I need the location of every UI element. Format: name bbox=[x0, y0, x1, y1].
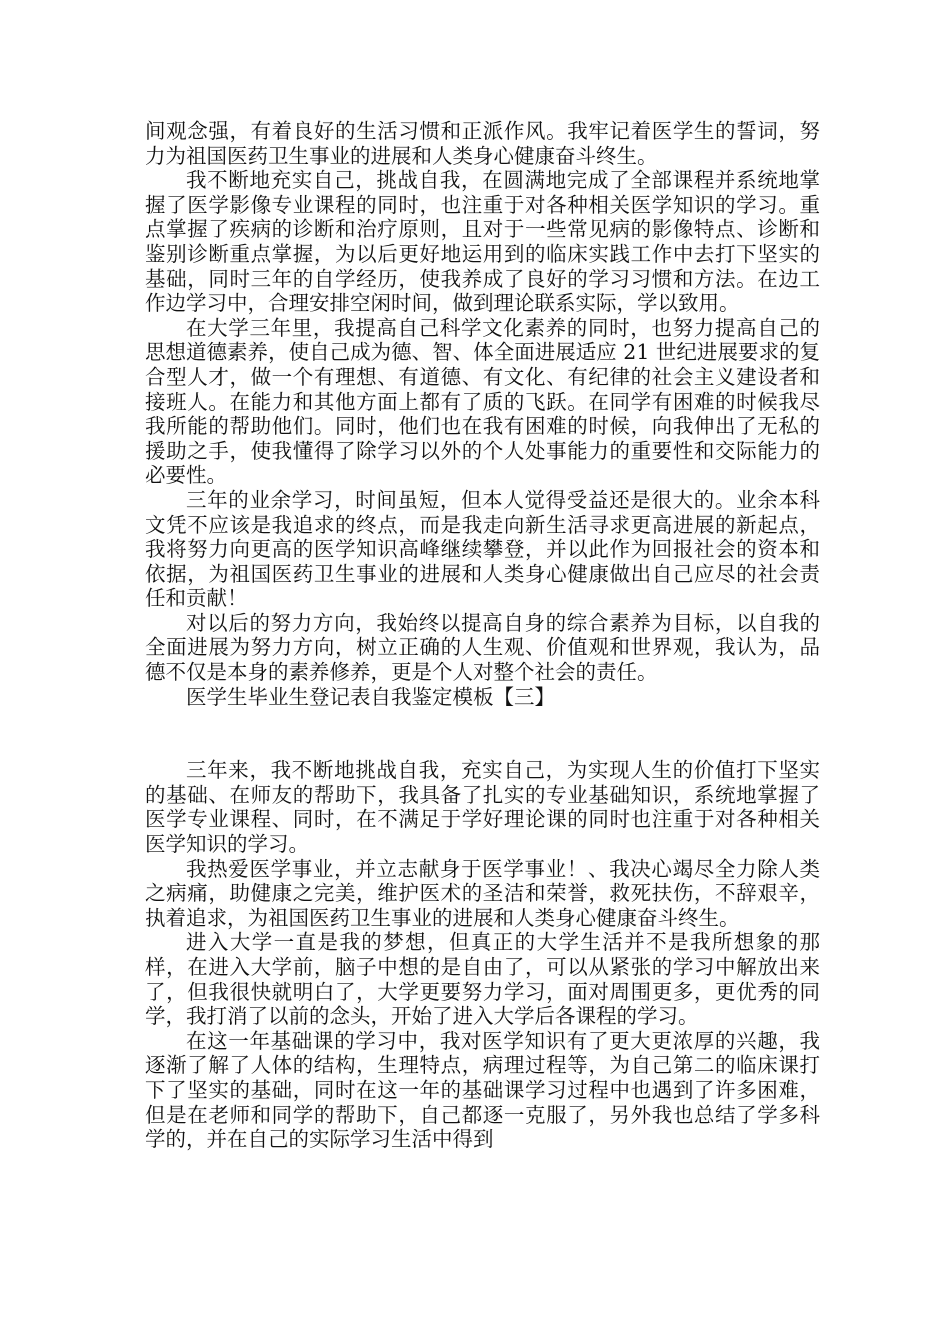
paragraph: 在这一年基础课的学习中，我对医学知识有了更大更浓厚的兴趣，我逐渐了解了人体的结构，生理特点，病理过程等，为自己第二的临床课打下了坚实的基础，同时在这一年的基础课学习过程中也遇到了许多困难，但是在老师和同学的帮助下，自己都逐一克服了，另外我也总结了学多科学的，并在自己的实际学习生活中得到 bbox=[145, 1028, 820, 1152]
paragraph: 我热爱医学事业，并立志献身于医学事业！、我决心竭尽全力除人类之病痛，助健康之完美，维护医术的圣洁和荣誉，救死扶伤，不辞艰辛，执着追求，为祖国医药卫生事业的进展和人类身心健康奋斗终生。 bbox=[145, 856, 820, 930]
document-body bbox=[145, 119, 820, 1152]
section-heading: 医学生毕业生登记表自我鉴定模板【三】 bbox=[186, 684, 555, 709]
paragraph: 进入大学一直是我的梦想，但真正的大学生活并不是我所想象的那样，在进入大学前，脑子中想的是自由了，可以从紧张的学习中解放出来了，但我很快就明白了，大学更要努力学习，面对周围更多，更优秀的同学，我打消了以前的念头，开始了进入大学后各课程的学习。 bbox=[145, 930, 820, 1029]
paragraph: 三年来，我不断地挑战自我，充实自己，为实现人生的价值打下坚实的基础、在师友的帮助下，我具备了扎实的专业基础知识，系统地掌握了医学专业课程、同时，在不满足于学好理论课的同时也注重于对各种相关医学知识的学习。 bbox=[145, 758, 820, 857]
paragraph: 对以后的努力方向，我始终以提高自身的综合素养为目标，以自我的全面进展为努力方向，树立正确的人生观、价值观和世界观，我认为，品德不仅是本身的素养修养，更是个人对整个社会的责任。 bbox=[145, 610, 820, 685]
blank-line bbox=[145, 709, 820, 758]
paragraph: 在大学三年里，我提高自己科学文化素养的同时，也努力提高自己的思想道德素养，使自己成为德、智、体全面进展适应 21 世纪进展要求的复合型人才，做一个有理想、有道德、有文化、有纪律的社会主义建设者和接班人。在能力和其他方面上都有了质的飞跃。在同学有困难的时候我尽我所能的帮助他们。同时，他们也在我有困难的时候，向我伸出了无私的援助之手，使我懂得了除学习以外的个人处事能力的重要性和交际能力的必要性。 bbox=[145, 315, 820, 488]
paragraph-continued: 间观念强，有着良好的生活习惯和正派作风。我牢记着医学生的誓词，努力为祖国医药卫生事业的进展和人类身心健康奋斗终生。 bbox=[145, 119, 820, 168]
paragraph: 我不断地充实自己，挑战自我，在圆满地完成了全部课程并系统地掌握了医学影像专业课程的同时，也注重于对各种相关医学知识的学习。重点掌握了疾病的诊断和治疗原则，且对于一些常见病的影像特点、诊断和鉴别诊断重点掌握，为以后更好地运用到的临床实践工作中去打下坚实的基础，同时三年的自学经历，使我养成了良好的学习习惯和方法。在边工作边学习中，合理安排空闲时间，做到理论联系实际，学以致用。 bbox=[145, 168, 820, 316]
paragraph: 三年的业余学习，时间虽短，但本人觉得受益还是很大的。业余本科文凭不应该是我追求的终点，而是我走向新生活寻求更高进展的新起点，我将努力向更高的医学知识高峰继续攀登，并以此作为回报社会的资本和依据，为祖国医药卫生事业的进展和人类身心健康做出自己应尽的社会责任和贡献！ bbox=[145, 487, 820, 611]
